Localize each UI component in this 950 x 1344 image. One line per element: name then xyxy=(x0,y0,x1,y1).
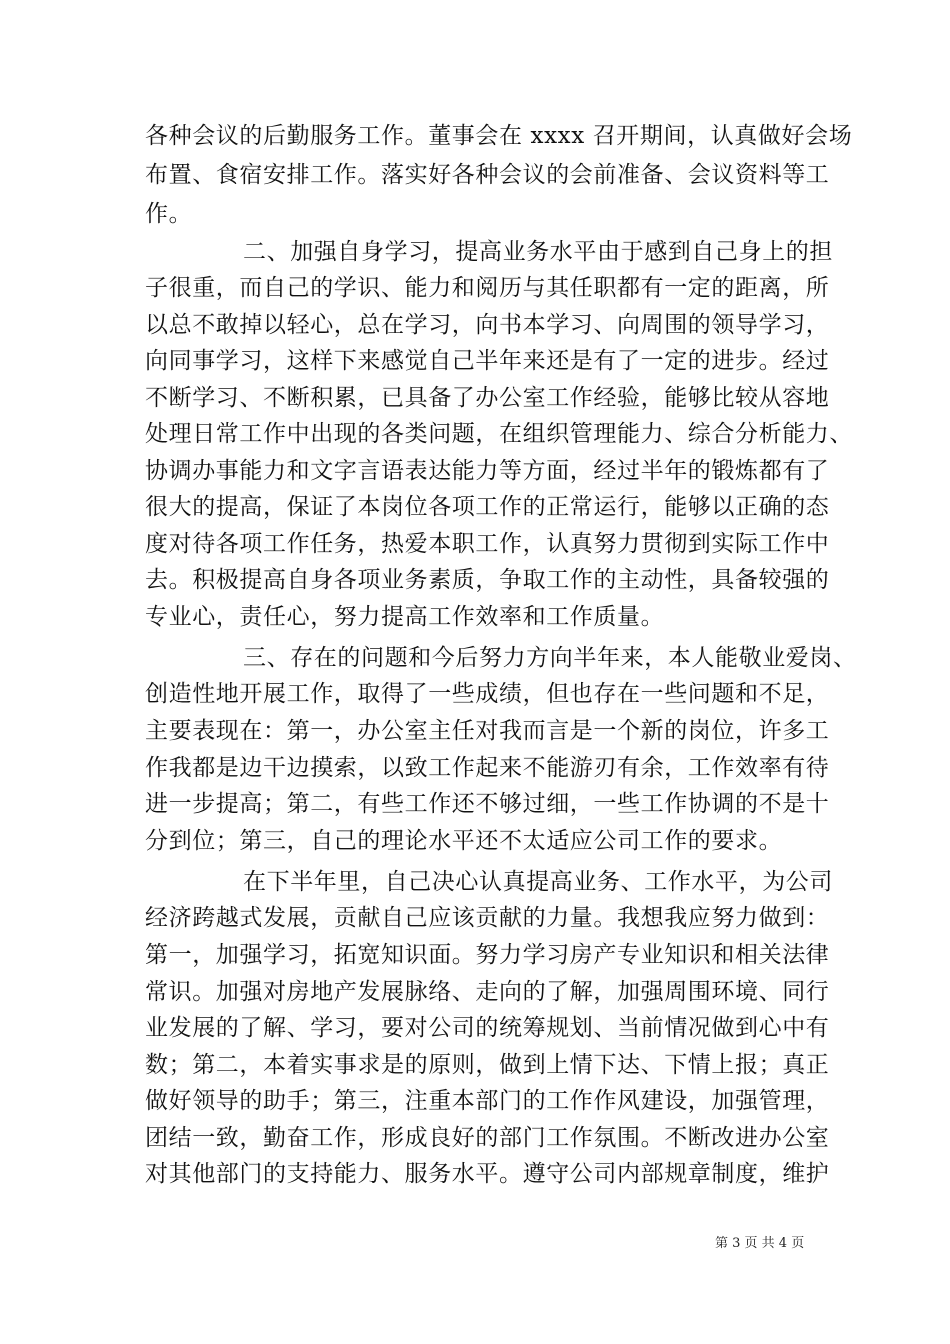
paragraph-2-line-7: 协调办事能力和文字言语表达能力等方面，经过半年的锻炼都有了 xyxy=(145,458,830,484)
paragraph-2-line-10: 去。积极提高自身各项业务素质，争取工作的主动性，具备较强的 xyxy=(145,567,830,593)
paragraph-3-line-4: 作我都是边干边摸索，以致工作起来不能游刃有余，工作效率有待 xyxy=(145,755,830,781)
paragraph-2-line-8: 很大的提高，保证了本岗位各项工作的正常运行，能够以正确的态 xyxy=(145,494,830,520)
paragraph-2-line-1: 二、加强自身学习，提高业务水平由于感到自己身上的担 xyxy=(243,239,833,265)
paragraph-4-line-6: 数；第二，本着实事求是的原则，做到上情下达、下情上报；真正 xyxy=(145,1052,830,1078)
paragraph-3-line-3: 主要表现在：第一，办公室主任对我而言是一个新的岗位，许多工 xyxy=(145,718,830,744)
paragraph-3-line-5: 进一步提高；第二，有些工作还不够过细，一些工作协调的不是十 xyxy=(145,791,830,817)
paragraph-2-line-5: 不断学习、不断积累，已具备了办公室工作经验，能够比较从容地 xyxy=(145,385,830,411)
paragraph-4-line-9: 对其他部门的支持能力、服务水平。遵守公司内部规章制度，维护 xyxy=(145,1161,830,1187)
paragraph-4-line-8: 团结一致，勤奋工作，形成良好的部门工作氛围。不断改进办公室 xyxy=(145,1125,830,1151)
paragraph-4-line-4: 常识。加强对房地产发展脉络、走向的了解，加强周围环境、同行 xyxy=(145,979,830,1005)
paragraph-4-line-5: 业发展的了解、学习，要对公司的统筹规划、当前情况做到心中有 xyxy=(145,1015,830,1041)
paragraph-4-line-3: 第一，加强学习，拓宽知识面。努力学习房产专业知识和相关法律 xyxy=(145,942,830,968)
paragraph-4-line-2: 经济跨越式发展，贡献自己应该贡献的力量。我想我应努力做到： xyxy=(145,905,830,931)
paragraph-1-line-1: 各种会议的后勤服务工作。董事会在 xxxx 召开期间，认真做好会场 xyxy=(145,123,853,149)
paragraph-1-line-2: 布置、食宿安排工作。落实好各种会议的会前准备、会议资料等工 xyxy=(145,162,830,188)
paragraph-3-line-6: 分到位；第三，自己的理论水平还不太适应公司工作的要求。 xyxy=(145,828,783,854)
paragraph-2-line-11: 专业心，责任心，努力提高工作效率和工作质量。 xyxy=(145,604,665,630)
paragraph-2-line-3: 以总不敢掉以轻心，总在学习，向书本学习、向周围的领导学习， xyxy=(145,312,830,338)
paragraph-4-line-1: 在下半年里，自己决心认真提高业务、工作水平，为公司 xyxy=(243,869,833,895)
paragraph-3-line-1: 三、存在的问题和今后努力方向半年来，本人能敬业爱岗、 xyxy=(243,645,857,671)
page-number-footer: 第 3 页 共 4 页 xyxy=(715,1236,805,1251)
paragraph-1-line-3: 作。 xyxy=(145,201,193,227)
paragraph-2-line-4: 向同事学习，这样下来感觉自己半年来还是有了一定的进步。经过 xyxy=(145,348,830,374)
paragraph-4-line-7: 做好领导的助手；第三，注重本部门的工作作风建设，加强管理， xyxy=(145,1088,830,1114)
paragraph-2-line-9: 度对待各项工作任务，热爱本职工作，认真努力贯彻到实际工作中 xyxy=(145,531,830,557)
paragraph-2-line-2: 子很重，而自己的学识、能力和阅历与其任职都有一定的距离，所 xyxy=(145,275,830,301)
paragraph-2-line-6: 处理日常工作中出现的各类问题，在组织管理能力、综合分析能力、 xyxy=(145,421,853,447)
paragraph-3-line-2: 创造性地开展工作，取得了一些成绩，但也存在一些问题和不足， xyxy=(145,681,830,707)
